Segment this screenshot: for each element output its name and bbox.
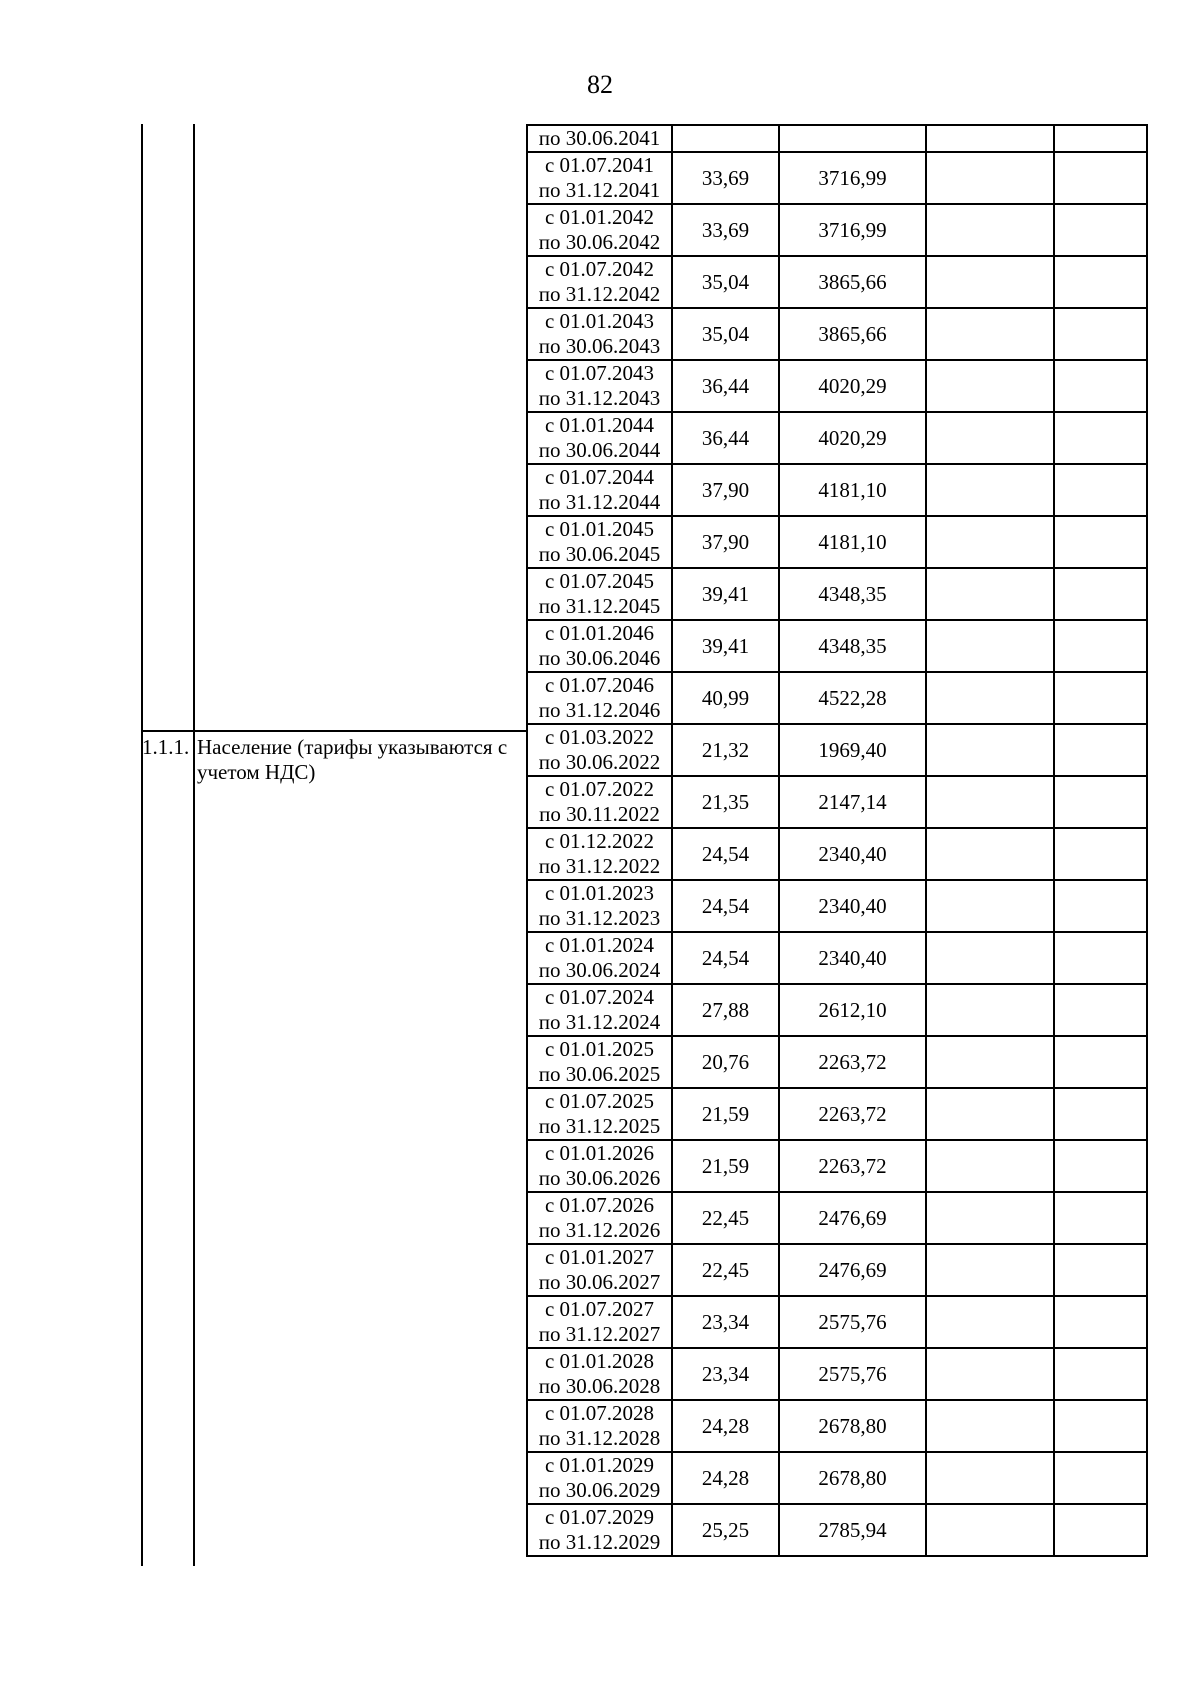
empty-cell xyxy=(1054,776,1147,828)
tariff-value-1: 24,28 xyxy=(672,1452,779,1504)
period-cell xyxy=(527,776,672,828)
empty-cell xyxy=(1054,1244,1147,1296)
empty-cell xyxy=(1054,1192,1147,1244)
tariff-value-2: 4181,10 xyxy=(779,516,926,568)
period-cell xyxy=(527,984,672,1036)
empty-cell xyxy=(926,1088,1054,1140)
empty-cell xyxy=(926,464,1054,516)
period-cell xyxy=(527,464,672,516)
period-from: с 01.07.2028 xyxy=(544,1401,655,1425)
table-row xyxy=(527,464,1147,516)
period-to: по 30.06.2024 xyxy=(538,958,661,982)
period-to: по 30.06.2025 xyxy=(538,1062,661,1086)
empty-cell xyxy=(1054,1036,1147,1088)
empty-cell xyxy=(926,880,1054,932)
period-to: по 30.06.2045 xyxy=(538,542,661,566)
tariff-value-1: 24,54 xyxy=(672,880,779,932)
number-column-divider xyxy=(193,124,195,1566)
table-row xyxy=(527,1088,1147,1140)
table-row xyxy=(527,880,1147,932)
empty-cell xyxy=(1054,1088,1147,1140)
value-cell xyxy=(672,125,779,152)
table-row xyxy=(527,152,1147,204)
period-cell xyxy=(527,620,672,672)
empty-cell xyxy=(926,1192,1054,1244)
empty-cell xyxy=(1054,724,1147,776)
period-from: с 01.07.2046 xyxy=(544,673,655,697)
period-cell xyxy=(527,1088,672,1140)
empty-cell xyxy=(1054,464,1147,516)
tariff-value-1: 36,44 xyxy=(672,360,779,412)
period-to: по 31.12.2044 xyxy=(538,490,661,514)
period-cell xyxy=(527,1244,672,1296)
period-to: по 31.12.2027 xyxy=(538,1322,661,1346)
tariff-value-2: 2575,76 xyxy=(779,1348,926,1400)
table-row xyxy=(527,516,1147,568)
period-cell xyxy=(527,1192,672,1244)
tariff-value-2: 4020,29 xyxy=(779,412,926,464)
period-from: с 01.01.2046 xyxy=(544,621,655,645)
empty-cell xyxy=(1054,360,1147,412)
empty-cell xyxy=(926,360,1054,412)
period-to: по 30.06.2027 xyxy=(538,1270,661,1294)
period-from: с 01.01.2042 xyxy=(544,205,655,229)
empty-cell xyxy=(926,1400,1054,1452)
period-cell xyxy=(527,932,672,984)
table-row xyxy=(527,724,1147,776)
tariff-value-2: 2575,76 xyxy=(779,1296,926,1348)
tariff-value-2: 2678,80 xyxy=(779,1452,926,1504)
period-to: по 30.06.2043 xyxy=(538,334,661,358)
period-from: с 01.01.2025 xyxy=(544,1037,655,1061)
period-to: по 31.12.2026 xyxy=(538,1218,661,1242)
tariff-value-2: 4020,29 xyxy=(779,360,926,412)
tariff-value-2: 4348,35 xyxy=(779,620,926,672)
tariff-value-1: 39,41 xyxy=(672,620,779,672)
period-cell xyxy=(527,724,672,776)
empty-cell xyxy=(926,308,1054,360)
period-to: по 31.12.2022 xyxy=(538,854,661,878)
period-to: по 31.12.2024 xyxy=(538,1010,661,1034)
tariff-value-1: 22,45 xyxy=(672,1244,779,1296)
period-from: с 01.03.2022 xyxy=(544,725,655,749)
empty-cell xyxy=(1054,152,1147,204)
empty-cell xyxy=(1054,828,1147,880)
empty-cell xyxy=(1054,256,1147,308)
tariff-value-2: 2263,72 xyxy=(779,1140,926,1192)
period-from: с 01.07.2042 xyxy=(544,257,655,281)
period-to: по 31.12.2041 xyxy=(538,178,661,202)
empty-cell xyxy=(926,932,1054,984)
tariff-value-1: 35,04 xyxy=(672,308,779,360)
table-row xyxy=(527,256,1147,308)
empty-cell xyxy=(1054,516,1147,568)
period-cell xyxy=(527,204,672,256)
tariff-value-1: 22,45 xyxy=(672,1192,779,1244)
tariff-value-1: 27,88 xyxy=(672,984,779,1036)
period-cell xyxy=(527,308,672,360)
period-to: по 31.12.2028 xyxy=(538,1426,661,1450)
tariff-value-1: 20,76 xyxy=(672,1036,779,1088)
table-row xyxy=(527,1348,1147,1400)
tariff-value-1: 21,35 xyxy=(672,776,779,828)
tariff-value-2: 2612,10 xyxy=(779,984,926,1036)
empty-cell xyxy=(926,620,1054,672)
tariff-value-1: 37,90 xyxy=(672,516,779,568)
period-to: по 31.12.2043 xyxy=(538,386,661,410)
period-cell xyxy=(527,672,672,724)
table-row xyxy=(527,360,1147,412)
period-to: по 30.06.2044 xyxy=(538,438,661,462)
section-number: 1.1.1. xyxy=(142,735,190,759)
table-row xyxy=(527,1244,1147,1296)
empty-cell xyxy=(926,776,1054,828)
empty-cell xyxy=(1054,1296,1147,1348)
empty-cell xyxy=(1054,880,1147,932)
table-row xyxy=(527,1036,1147,1088)
tariff-value-2: 3865,66 xyxy=(779,256,926,308)
table-row xyxy=(527,1140,1147,1192)
table-row xyxy=(527,204,1147,256)
empty-cell xyxy=(1054,308,1147,360)
empty-cell xyxy=(926,984,1054,1036)
empty-cell xyxy=(926,256,1054,308)
empty-cell xyxy=(1054,1140,1147,1192)
tariff-value-1: 24,28 xyxy=(672,1400,779,1452)
tariff-table xyxy=(526,124,1148,1557)
empty-cell xyxy=(926,1036,1054,1088)
empty-cell xyxy=(926,516,1054,568)
period-to: по 30.06.2029 xyxy=(538,1478,661,1502)
table-row xyxy=(527,308,1147,360)
period-to: по 30.11.2022 xyxy=(539,802,660,826)
period-from: с 01.07.2025 xyxy=(544,1089,655,1113)
empty-cell xyxy=(1054,620,1147,672)
tariff-value-1: 23,34 xyxy=(672,1296,779,1348)
period-from: с 01.01.2029 xyxy=(544,1453,655,1477)
tariff-value-2: 3716,99 xyxy=(779,204,926,256)
tariff-value-2: 2147,14 xyxy=(779,776,926,828)
period-cell xyxy=(527,1504,672,1556)
period-cell xyxy=(527,1348,672,1400)
value-cell xyxy=(779,125,926,152)
tariff-value-2: 2263,72 xyxy=(779,1036,926,1088)
empty-cell xyxy=(1054,1400,1147,1452)
empty-cell xyxy=(1054,412,1147,464)
period-from: с 01.01.2044 xyxy=(544,413,655,437)
empty-cell xyxy=(926,1504,1054,1556)
empty-cell xyxy=(1054,1348,1147,1400)
empty-cell xyxy=(1054,672,1147,724)
period-cell xyxy=(527,1036,672,1088)
empty-cell xyxy=(1054,568,1147,620)
period-to: по 30.06.2042 xyxy=(538,230,661,254)
period-from: с 01.07.2027 xyxy=(544,1297,655,1321)
table-row xyxy=(527,1504,1147,1556)
period-from: с 01.01.2024 xyxy=(544,933,655,957)
period-to: по 31.12.2046 xyxy=(538,698,661,722)
empty-cell xyxy=(926,568,1054,620)
empty-cell xyxy=(926,125,1054,152)
period-cell xyxy=(527,1140,672,1192)
period-to: по 30.06.2046 xyxy=(538,646,661,670)
tariff-value-1: 24,54 xyxy=(672,828,779,880)
table-row xyxy=(527,1296,1147,1348)
period-cell xyxy=(527,1296,672,1348)
empty-cell xyxy=(926,1244,1054,1296)
period-from: с 01.07.2043 xyxy=(544,361,655,385)
period-cell xyxy=(527,412,672,464)
tariff-value-2: 2476,69 xyxy=(779,1244,926,1296)
period-cell xyxy=(527,828,672,880)
table-row xyxy=(527,672,1147,724)
tariff-value-1: 21,32 xyxy=(672,724,779,776)
period-cell xyxy=(527,1400,672,1452)
period-to: по 31.12.2029 xyxy=(538,1530,661,1554)
table-row xyxy=(527,1400,1147,1452)
period-to: по 31.12.2023 xyxy=(538,906,661,930)
tariff-value-1: 35,04 xyxy=(672,256,779,308)
empty-cell xyxy=(1054,1452,1147,1504)
empty-cell xyxy=(926,412,1054,464)
period-cell: по 30.06.2041 xyxy=(527,125,672,152)
page-number: 82 xyxy=(587,70,613,99)
period-from: с 01.01.2026 xyxy=(544,1141,655,1165)
period-from: с 01.07.2041 xyxy=(544,153,655,177)
empty-cell xyxy=(926,672,1054,724)
table-row xyxy=(527,1452,1147,1504)
tariff-value-2: 2340,40 xyxy=(779,932,926,984)
table-row xyxy=(527,776,1147,828)
period-cell xyxy=(527,256,672,308)
tariff-value-1: 36,44 xyxy=(672,412,779,464)
tariff-value-1: 33,69 xyxy=(672,152,779,204)
period-from: с 01.07.2026 xyxy=(544,1193,655,1217)
period-from: с 01.07.2029 xyxy=(544,1505,655,1529)
tariff-value-2: 4522,28 xyxy=(779,672,926,724)
period-from: с 01.01.2028 xyxy=(544,1349,655,1373)
tariff-value-1: 23,34 xyxy=(672,1348,779,1400)
empty-cell xyxy=(1054,125,1147,152)
tariff-value-2: 4348,35 xyxy=(779,568,926,620)
left-border-line xyxy=(141,124,143,1566)
tariff-value-2: 4181,10 xyxy=(779,464,926,516)
period-from: с 01.01.2027 xyxy=(544,1245,655,1269)
tariff-value-1: 21,59 xyxy=(672,1140,779,1192)
table-row xyxy=(527,932,1147,984)
period-cell xyxy=(527,1452,672,1504)
table-row xyxy=(527,1192,1147,1244)
empty-cell xyxy=(926,828,1054,880)
period-to: по 31.12.2042 xyxy=(538,282,661,306)
period-to: по 31.12.2045 xyxy=(538,594,661,618)
period-cell xyxy=(527,152,672,204)
tariff-value-2: 2340,40 xyxy=(779,828,926,880)
period-from: с 01.07.2045 xyxy=(544,569,655,593)
period-from: с 01.01.2045 xyxy=(544,517,655,541)
empty-cell xyxy=(1054,932,1147,984)
empty-cell xyxy=(1054,1504,1147,1556)
table-row xyxy=(527,620,1147,672)
period-from: с 01.12.2022 xyxy=(544,829,655,853)
period-to: по 30.06.2026 xyxy=(538,1166,661,1190)
empty-cell xyxy=(926,204,1054,256)
empty-cell xyxy=(926,1452,1054,1504)
tariff-value-2: 2785,94 xyxy=(779,1504,926,1556)
tariff-value-1: 33,69 xyxy=(672,204,779,256)
period-from: с 01.07.2044 xyxy=(544,465,655,489)
empty-cell xyxy=(926,1348,1054,1400)
table-row xyxy=(527,568,1147,620)
tariff-value-2: 1969,40 xyxy=(779,724,926,776)
empty-cell xyxy=(1054,204,1147,256)
period-from: с 01.07.2024 xyxy=(544,985,655,1009)
table-row xyxy=(527,984,1147,1036)
period-to: по 30.06.2022 xyxy=(538,750,661,774)
empty-cell xyxy=(926,1296,1054,1348)
period-cell xyxy=(527,516,672,568)
table-row xyxy=(527,828,1147,880)
tariff-value-2: 2678,80 xyxy=(779,1400,926,1452)
tariff-value-1: 25,25 xyxy=(672,1504,779,1556)
period-cell xyxy=(527,360,672,412)
period-to: по 30.06.2028 xyxy=(538,1374,661,1398)
table-row xyxy=(527,412,1147,464)
period-to: по 31.12.2025 xyxy=(538,1114,661,1138)
period-cell xyxy=(527,880,672,932)
tariff-value-1: 24,54 xyxy=(672,932,779,984)
period-from: с 01.07.2022 xyxy=(544,777,655,801)
period-from: с 01.01.2023 xyxy=(544,881,655,905)
section-separator-line xyxy=(141,730,527,732)
tariff-value-1: 37,90 xyxy=(672,464,779,516)
table-row xyxy=(527,125,1147,152)
period-from: с 01.01.2043 xyxy=(544,309,655,333)
tariff-value-2: 3716,99 xyxy=(779,152,926,204)
tariff-value-1: 40,99 xyxy=(672,672,779,724)
tariff-value-2: 2263,72 xyxy=(779,1088,926,1140)
tariff-value-1: 21,59 xyxy=(672,1088,779,1140)
empty-cell xyxy=(926,724,1054,776)
empty-cell xyxy=(926,152,1054,204)
section-title: Население (тарифы указываются с учетом НДС) xyxy=(197,735,508,784)
tariff-value-1: 39,41 xyxy=(672,568,779,620)
tariff-value-2: 2476,69 xyxy=(779,1192,926,1244)
period-cell xyxy=(527,568,672,620)
empty-cell xyxy=(1054,984,1147,1036)
tariff-value-2: 3865,66 xyxy=(779,308,926,360)
empty-cell xyxy=(926,1140,1054,1192)
tariff-value-2: 2340,40 xyxy=(779,880,926,932)
